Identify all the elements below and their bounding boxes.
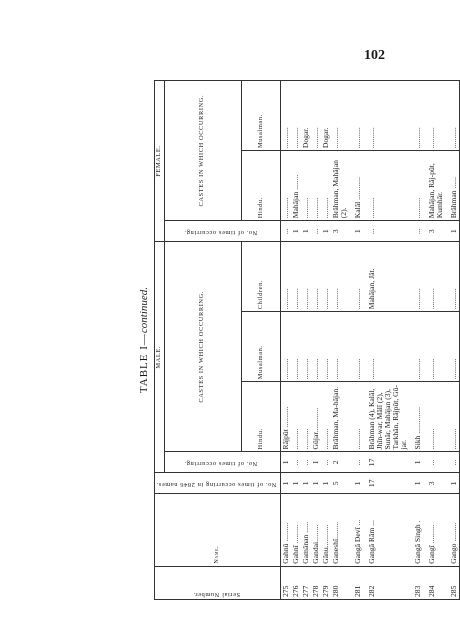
- name-cell: Gandai.........: [311, 494, 321, 567]
- times-cell: 1: [449, 473, 459, 494]
- name-cell: Gangâ Singh .: [413, 494, 423, 567]
- times-cell: 1: [281, 473, 291, 494]
- female-times-cell: 1: [291, 221, 301, 242]
- name-cell: Ganeshî.........: [331, 494, 349, 567]
- table-row: [301, 81, 311, 600]
- name-cell: Gangâ Râm ...: [367, 494, 409, 567]
- female-musalman-cell: ...........: [291, 81, 301, 151]
- caste-names-table: [154, 80, 460, 600]
- male-children-cell: ...........: [353, 242, 363, 312]
- times-cell: 3: [427, 473, 445, 494]
- table-row: [281, 81, 291, 600]
- table-row: [353, 81, 363, 600]
- female-times-cell: ...: [367, 221, 409, 242]
- name-cell: Gânu............: [321, 494, 331, 567]
- table-body: [281, 81, 459, 600]
- table-row: [291, 81, 301, 600]
- male-musalman-cell: ...........: [311, 312, 321, 382]
- female-hindu-cell: ...........: [367, 151, 409, 221]
- male-hindu-cell: Gûjar.............: [311, 382, 321, 452]
- female-hindu-cell: Mahâjan ........: [291, 151, 301, 221]
- male-times-cell: 1: [413, 452, 423, 473]
- serial-cell: 280: [331, 566, 349, 599]
- female-hindu-cell: Brâhman, Mahâjan (2).: [331, 151, 349, 221]
- serial-cell: 284: [427, 566, 445, 599]
- female-hindu-cell: ...........: [301, 151, 311, 221]
- male-children-cell: ...........: [311, 242, 321, 312]
- header-serial: Serial Number.: [155, 566, 281, 599]
- male-hindu-cell: ...........: [301, 382, 311, 452]
- header-male: MALE.: [155, 242, 165, 473]
- table-title: [138, 80, 150, 600]
- male-musalman-cell: ...........: [449, 312, 459, 382]
- female-hindu-cell: ...........: [311, 151, 321, 221]
- header-male-times: No. of times occurring.: [164, 452, 281, 473]
- serial-cell: 283: [413, 566, 423, 599]
- header-female: FEMALE.: [155, 81, 165, 242]
- male-hindu-cell: Brâhman (4), Kalâl, Jhîn-war, Mâlî (2), Sunâr, Mahâjan (3), Tarkhân, Râjpût, Gû-jar.: [367, 382, 409, 452]
- female-times-cell: ...: [413, 221, 423, 242]
- female-times-cell: 1: [321, 221, 331, 242]
- male-hindu-cell: ...........: [353, 382, 363, 452]
- male-children-cell: ...........: [301, 242, 311, 312]
- female-hindu-cell: Kalâl ............: [353, 151, 363, 221]
- table-title-prefix: TABLE I—: [138, 333, 150, 394]
- times-cell: 17: [367, 473, 409, 494]
- male-times-cell: ...: [353, 452, 363, 473]
- times-cell: 5: [331, 473, 349, 494]
- male-times-cell: 1: [311, 452, 321, 473]
- female-times-cell: 3: [427, 221, 445, 242]
- male-times-cell: 1: [281, 452, 291, 473]
- times-cell: 1: [291, 473, 301, 494]
- serial-cell: 276: [291, 566, 301, 599]
- male-musalman-cell: ...........: [331, 312, 349, 382]
- table-row: [331, 81, 349, 600]
- table-row: [321, 81, 331, 600]
- male-children-cell: ...........: [291, 242, 301, 312]
- table-row: [449, 81, 459, 600]
- male-children-cell: ...........: [427, 242, 445, 312]
- header-hindu: Hindu.: [241, 382, 281, 452]
- serial-cell: 282: [367, 566, 409, 599]
- table-row: [367, 81, 409, 600]
- male-hindu-cell: ...........: [449, 382, 459, 452]
- male-musalman-cell: ...........: [321, 312, 331, 382]
- male-times-cell: ...: [321, 452, 331, 473]
- serial-cell: 279: [321, 566, 331, 599]
- table-rotator: [138, 80, 458, 600]
- serial-cell: 277: [301, 566, 311, 599]
- female-musalman-cell: ...........: [449, 81, 459, 151]
- male-times-cell: ...: [291, 452, 301, 473]
- header-female-times: No. of times occurring.: [164, 221, 281, 242]
- male-times-cell: ...: [427, 452, 445, 473]
- female-musalman-cell: ...........: [427, 81, 445, 151]
- male-children-cell: ...........: [449, 242, 459, 312]
- female-times-cell: 1: [301, 221, 311, 242]
- male-hindu-cell: Sikh ..............: [413, 382, 423, 452]
- name-cell: Gangâ Devî ...: [353, 494, 363, 567]
- times-cell: 1: [301, 473, 311, 494]
- male-hindu-cell: ...........: [321, 382, 331, 452]
- header-musalman-female: Musalman.: [241, 81, 281, 151]
- male-musalman-cell: ...........: [301, 312, 311, 382]
- times-cell: 1: [321, 473, 331, 494]
- female-musalman-cell: ...........: [311, 81, 321, 151]
- female-times-cell: 1: [449, 221, 459, 242]
- male-children-cell: Mahâjan, Jât.: [367, 242, 409, 312]
- page-number: 102: [364, 48, 385, 63]
- female-musalman-cell: ...........: [281, 81, 291, 151]
- table-row: [413, 81, 423, 600]
- female-hindu-cell: ...........: [281, 151, 291, 221]
- serial-cell: 275: [281, 566, 291, 599]
- female-musalman-cell: Dogar.: [321, 81, 331, 151]
- times-cell: 1: [413, 473, 423, 494]
- male-children-cell: ...........: [331, 242, 349, 312]
- male-hindu-cell: ...........: [291, 382, 301, 452]
- times-cell: 1: [311, 473, 321, 494]
- female-hindu-cell: Mahâjan, Râj-pût, Kumhâr.: [427, 151, 445, 221]
- table-row: [427, 81, 445, 600]
- female-musalman-cell: ...........: [353, 81, 363, 151]
- male-children-cell: ...........: [281, 242, 291, 312]
- name-cell: Gahnî ..........: [291, 494, 301, 567]
- female-times-cell: 3: [331, 221, 349, 242]
- header-musalman: Musalman.: [241, 312, 281, 382]
- female-times-cell: ...: [281, 221, 291, 242]
- male-musalman-cell: ...........: [353, 312, 363, 382]
- serial-cell: 281: [353, 566, 363, 599]
- header-castes-female: CASTES IN WHICH OCCURRING.: [164, 81, 241, 221]
- male-musalman-cell: ...........: [281, 312, 291, 382]
- female-musalman-cell: ...........: [331, 81, 349, 151]
- name-cell: Gahnû ..........: [281, 494, 291, 567]
- name-cell: Gamânan ......: [301, 494, 311, 567]
- header-name: Name.: [155, 494, 281, 567]
- table-row: [311, 81, 321, 600]
- female-hindu-cell: Brâhman ......: [449, 151, 459, 221]
- male-hindu-cell: Râjpût ...........: [281, 382, 291, 452]
- male-musalman-cell: ...........: [367, 312, 409, 382]
- table-title-suffix: continued.: [138, 286, 150, 334]
- male-hindu-cell: Brâhman, Ma-hâjan.: [331, 382, 349, 452]
- female-times-cell: ...: [311, 221, 321, 242]
- female-musalman-cell: ...........: [367, 81, 409, 151]
- male-musalman-cell: ...........: [413, 312, 423, 382]
- header-hindu-female: Hindu.: [241, 151, 281, 221]
- female-musalman-cell: ...........: [413, 81, 423, 151]
- male-times-cell: 17: [367, 452, 409, 473]
- serial-cell: 285: [449, 566, 459, 599]
- female-hindu-cell: ...........: [413, 151, 423, 221]
- female-times-cell: 1: [353, 221, 363, 242]
- male-children-cell: ...........: [413, 242, 423, 312]
- male-times-cell: 2: [331, 452, 349, 473]
- female-hindu-cell: ...........: [321, 151, 331, 221]
- male-times-cell: ...: [449, 452, 459, 473]
- serial-cell: 278: [311, 566, 321, 599]
- male-musalman-cell: ...........: [291, 312, 301, 382]
- male-times-cell: ...: [301, 452, 311, 473]
- header-times-2846: No. of times occurring in 2846 names.: [155, 473, 281, 494]
- header-castes-male: CASTES IN WHICH OCCURRING.: [164, 242, 241, 452]
- male-children-cell: ...........: [321, 242, 331, 312]
- female-musalman-cell: Dogar.: [301, 81, 311, 151]
- male-hindu-cell: ...........: [427, 382, 445, 452]
- times-cell: 1: [353, 473, 363, 494]
- name-cell: Gangî ..........: [427, 494, 445, 567]
- header-children: Children.: [241, 242, 281, 312]
- name-cell: Gango ..........: [449, 494, 459, 567]
- male-musalman-cell: ...........: [427, 312, 445, 382]
